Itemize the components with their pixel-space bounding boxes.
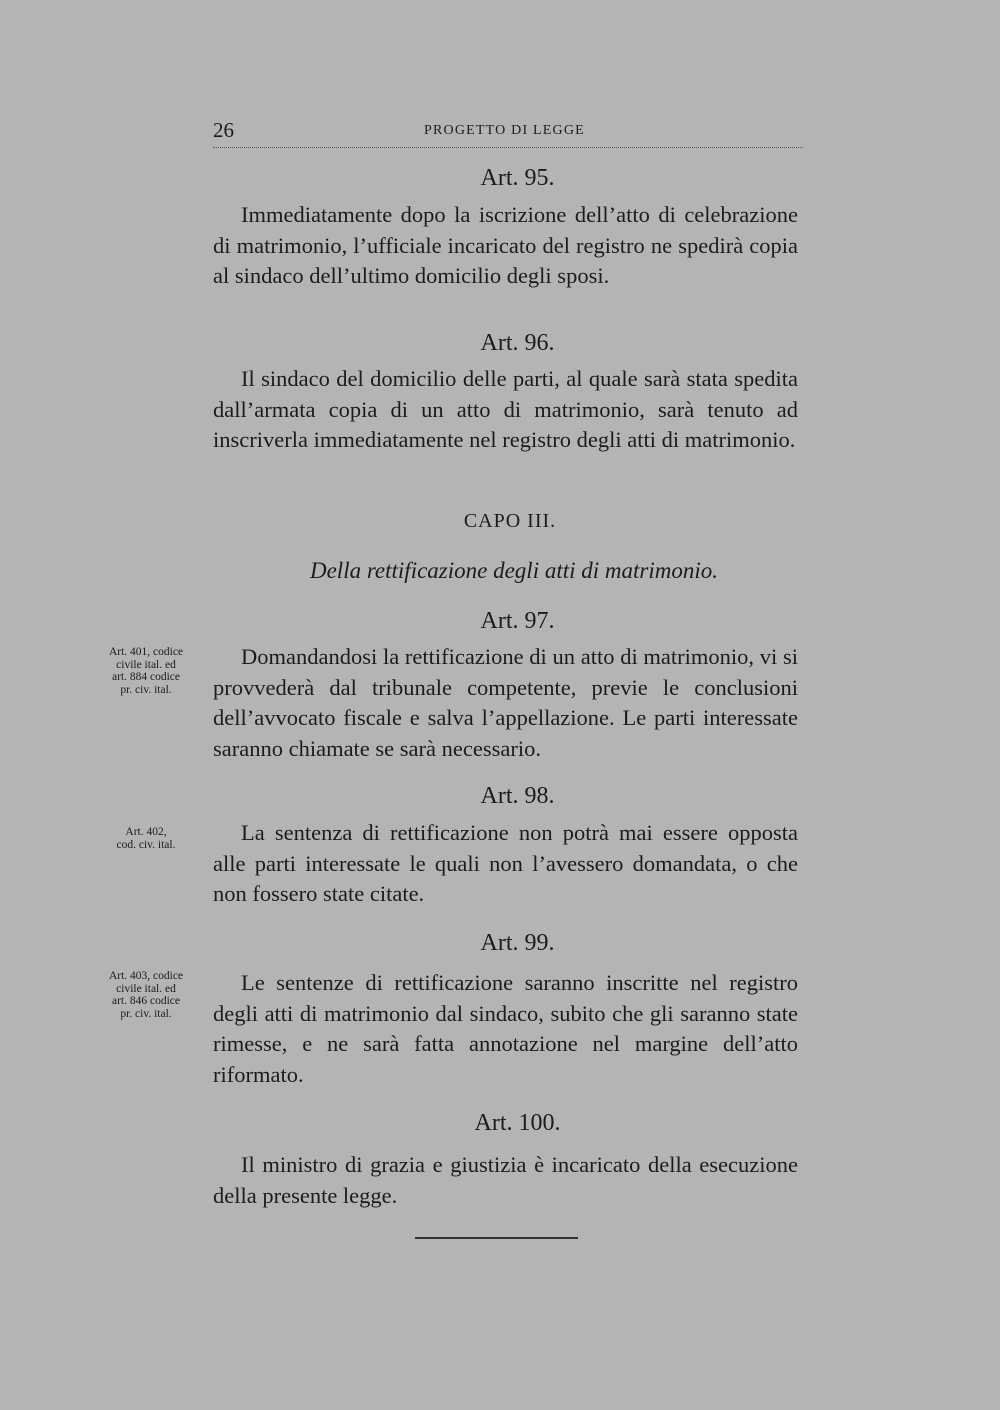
chapter-heading: CAPO III. — [463, 510, 557, 532]
article-97-margin-note: Art. 401, codice civile ital. ed art. 884 codice pr. civ. ital. — [108, 646, 184, 696]
article-96-title: Art. 96. — [480, 330, 555, 356]
chapter-subtitle: Della rettificazione degli atti di matrimonio. — [309, 558, 718, 583]
header-rule — [213, 147, 803, 148]
article-96-text: Il sindaco del domicilio delle parti, al quale sarà stata spedita dall’armata copia di un atto di matrimonio, sarà tenuto ad inscriverla immediatamente nel registro degli atti di matrimonio. — [213, 366, 798, 452]
article-100-text: Il ministro di grazia e giustizia è incaricato della esecuzione della presente legge. — [213, 1152, 798, 1208]
running-head: PROGETTO DI LEGGE — [424, 123, 585, 138]
article-95-text: Immediatamente dopo la iscrizione dell’atto di celebrazione di matrimonio, l’ufficiale incaricato del registro ne spedirà copia al sindaco dell’ultimo domicilio degli sposi. — [213, 202, 798, 288]
page-header — [213, 118, 803, 148]
end-rule — [415, 1237, 578, 1239]
article-98-text: La sentenza di rettificazione non potrà mai essere opposta alle parti interessate le quali non l’avessero domandata, o che non fossero state citate. — [213, 820, 798, 906]
article-97-text: Domandandosi la rettificazione di un atto di matrimonio, vi si provvederà dal tribunale competente, previe le conclusioni dell’avvocato fiscale e salva l’appellazione. Le parti interessate saranno chiamate se sarà necessario. — [213, 644, 798, 761]
article-100-title: Art. 100. — [474, 1110, 561, 1136]
article-99-margin-note: Art. 403, codice civile ital. ed art. 846 codice pr. civ. ital. — [108, 970, 184, 1020]
page-number: 26 — [213, 118, 234, 142]
article-97-title: Art. 97. — [480, 608, 555, 634]
article-99-text: Le sentenze di rettificazione saranno inscritte nel registro degli atti di matrimonio dal sindaco, subito che gli saranno state rimesse, e ne sarà fatta annotazione nel margine dell’atto riformato. — [213, 970, 798, 1087]
article-95-title: Art. 95. — [480, 165, 555, 191]
article-98-margin-note: Art. 402, cod. civ. ital. — [116, 826, 176, 851]
article-98-title: Art. 98. — [480, 783, 555, 809]
article-99-title: Art. 99. — [480, 930, 555, 956]
